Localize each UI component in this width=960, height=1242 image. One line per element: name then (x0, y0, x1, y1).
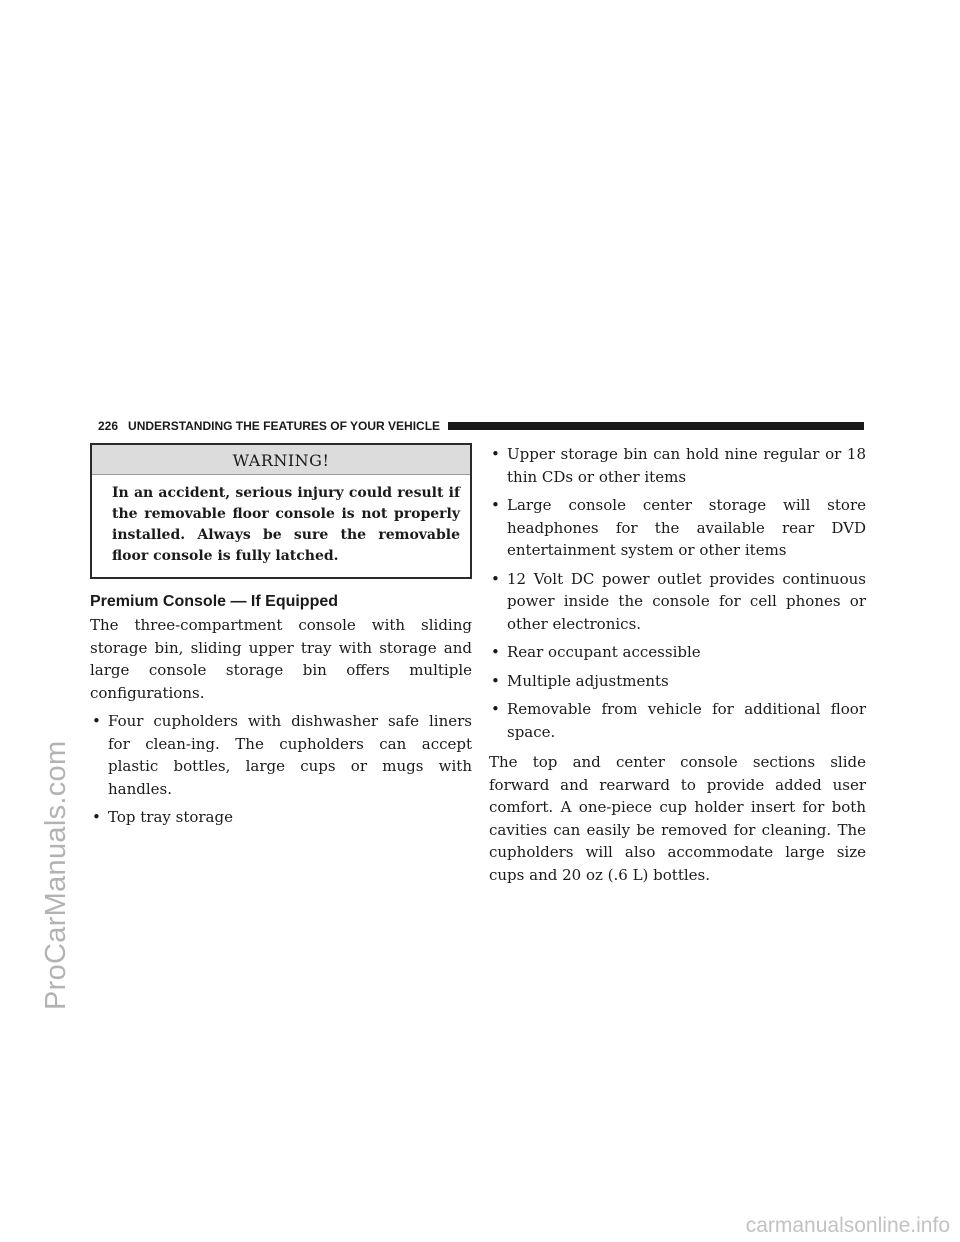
warning-text: In an accident, serious injury could result if the removable floor console is not properly installed. Always be sure the removable floor console is fully latched. (112, 485, 460, 564)
closing-paragraph: The top and center console sections slide forward and rearward to provide added user comfort. A one-piece cup holder insert for both cavities can easily be removed for cleaning. The cupholders will also accommodate large size cups and 20 oz (.6 L) bottles. (489, 753, 866, 884)
list-item-text: Removable from vehicle for additional floor space. (507, 700, 866, 741)
list-item-text: Multiple adjustments (507, 671, 669, 690)
left-column (90, 443, 472, 829)
bullet-icon: • (491, 496, 500, 514)
side-watermark: ProCarManuals.com (40, 740, 72, 1010)
list-item-text: Top tray storage (108, 808, 233, 826)
page-number: 226 (98, 419, 119, 433)
list-item-text: Upper storage bin can hold nine regular or 18 thin CDs or other items (507, 445, 866, 486)
page-header (98, 418, 864, 434)
list-item (489, 494, 866, 562)
header-rule (448, 422, 864, 430)
bullet-icon: • (491, 700, 500, 718)
list-item (90, 710, 472, 800)
right-column (489, 443, 866, 886)
list-item (489, 443, 866, 488)
bullet-icon: • (491, 643, 500, 661)
left-bullet-list (90, 710, 472, 829)
section-title: UNDERSTANDING THE FEATURES OF YOUR VEHICLE (128, 419, 441, 433)
bullet-icon: • (92, 808, 101, 826)
list-item-text: Large console center storage will store headphones for the available rear DVD entertainment system or other items (507, 496, 866, 559)
bullet-icon: • (491, 671, 500, 690)
intro-paragraph: The three-compartment console with sliding storage bin, sliding upper tray with storage and large console storage bin offers multiple configurations. (90, 616, 472, 702)
list-item (489, 670, 866, 693)
list-item (489, 698, 866, 743)
list-item-text: Rear occupant accessible (507, 643, 701, 661)
bullet-icon: • (491, 569, 500, 588)
list-item-text: Four cupholders with dishwasher safe liners for clean-ing. The cupholders can accept plastic bottles, large cups or mugs with handles. (108, 712, 472, 798)
warning-title: WARNING! (92, 445, 470, 475)
bullet-icon: • (491, 445, 500, 463)
list-item (489, 641, 866, 664)
warning-box (90, 443, 472, 579)
bullet-icon: • (92, 712, 101, 730)
section-heading: Premium Console — If Equipped (90, 593, 339, 610)
bottom-watermark: carmanualsonline.info (745, 1214, 950, 1237)
list-item (489, 568, 866, 636)
right-bullet-list (489, 443, 866, 743)
list-item (90, 806, 472, 829)
list-item-text: 12 Volt DC power outlet provides continuous power inside the console for cell phones or other electronics. (507, 569, 866, 633)
